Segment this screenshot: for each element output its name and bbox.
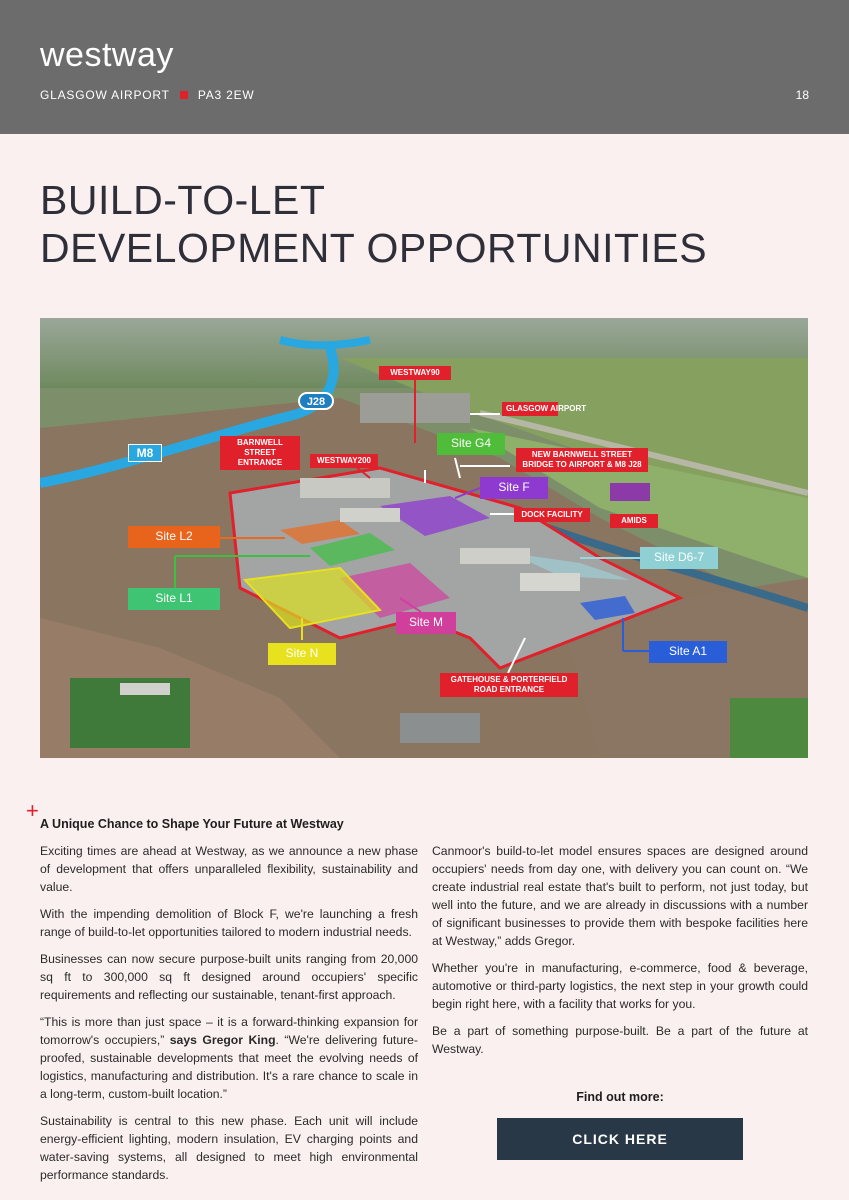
barnwell-entrance-label-text: BARNWELL STREET ENTRANCE (237, 438, 283, 467)
article-column-right (432, 842, 808, 1067)
site-a1-label: Site A1 (649, 641, 727, 663)
quote-part-2: . “We're delivering future-proofed, sustainable developments that meet the evolving needs of logistics, manufacturing and distribution. It's a rare chance to scale in a long-term, custom-built location.” (40, 1033, 418, 1101)
location-text: GLASGOW AIRPORT (40, 88, 170, 102)
aerial-site-map (40, 318, 808, 758)
paragraph-2: With the impending demolition of Block F, we're launching a fresh range of build-to-let opportunities tailored to modern industrial needs. (40, 907, 418, 939)
glasgow-airport-label (502, 402, 587, 416)
header-bar (0, 0, 849, 134)
postcode-text: PA3 2EW (197, 88, 255, 102)
site-f-label: Site F (480, 477, 548, 499)
paragraph-7: Whether you're in manufacturing, e-commerce, food & beverage, automotive or third-party logistics, the next step in your growth could begin right here, with a facility that works for you. (432, 961, 808, 1011)
j28-junction-badge: J28 (298, 392, 334, 410)
m8-road-badge: M8 (128, 444, 162, 462)
new-barnwell-bridge-label-text: NEW BARNWELL STREET BRIDGE TO AIRPORT & M8 J28 (522, 450, 642, 469)
paragraph-5: Sustainability is central to this new phase. Each unit will include energy-efficient lighting, modern insulation, EV charging points and water-saving systems, all designed to meet high environmental performance standards. (40, 1114, 418, 1182)
westway200-label: WESTWAY200 (310, 454, 378, 468)
paragraph-4 (40, 1013, 418, 1103)
amids-label: AMIDS (610, 514, 658, 528)
article-heading: A Unique Chance to Shape Your Future at Westway (40, 817, 344, 831)
brand-logo: westway (40, 36, 174, 74)
quote-part-1: “This is more than just space – it is a forward-thinking expansion for tomorrow's occupiers,” (40, 1015, 418, 1047)
site-d67-label: Site D6-7 (640, 547, 718, 569)
barnwell-entrance-label (220, 436, 300, 470)
paragraph-6: Canmoor's build-to-let model ensures spaces are designed around occupiers' needs from day one, with delivery you can count on. “We create industrial real estate that's built to perform, not just today, but well into the future, and we are already in discussions with a number of significant businesses to provide them with bespoke facilities here at Westway,” adds Gregor. (432, 844, 808, 948)
glasgow-airport-label-text: GLASGOW AIRPORT (506, 404, 587, 413)
location-line (40, 88, 255, 102)
paragraph-8: Be a part of something purpose-built. Be a part of the future at Westway. (432, 1024, 808, 1056)
red-square-icon (180, 91, 188, 99)
paragraph-1: Exciting times are ahead at Westway, as we announce a new phase of development that offers unparalleled flexibility, sustainability and value. (40, 844, 418, 894)
site-l2-label: Site L2 (128, 526, 220, 548)
site-g4-label: Site G4 (437, 433, 505, 455)
site-m-label: Site M (396, 612, 456, 634)
title-line-1: BUILD-TO-LET (40, 177, 326, 223)
article-column-left (40, 842, 418, 1193)
westway90-label: WESTWAY90 (379, 366, 451, 380)
find-out-more-label: Find out more: (576, 1090, 664, 1104)
paragraph-3: Businesses can now secure purpose-built units ranging from 20,000 sq ft to 300,000 sq ft designed around occupiers' specific requirements and reflecting our sustainable, tenant-first approach. (40, 952, 418, 1002)
click-here-button[interactable]: CLICK HERE (497, 1118, 743, 1160)
site-n-label: Site N (268, 643, 336, 665)
quote-attribution: says Gregor King (169, 1033, 276, 1047)
dock-facility-label: DOCK FACILITY (514, 508, 590, 522)
page-number: 18 (795, 88, 809, 102)
gatehouse-label-text: GATEHOUSE & PORTERFIELD ROAD ENTRANCE (450, 675, 568, 694)
gatehouse-label (440, 673, 578, 697)
new-barnwell-bridge-label (516, 448, 648, 472)
plus-icon: + (26, 798, 39, 823)
title-line-2: DEVELOPMENT OPPORTUNITIES (40, 225, 708, 271)
page-title (40, 176, 707, 272)
site-l1-label: Site L1 (128, 588, 220, 610)
